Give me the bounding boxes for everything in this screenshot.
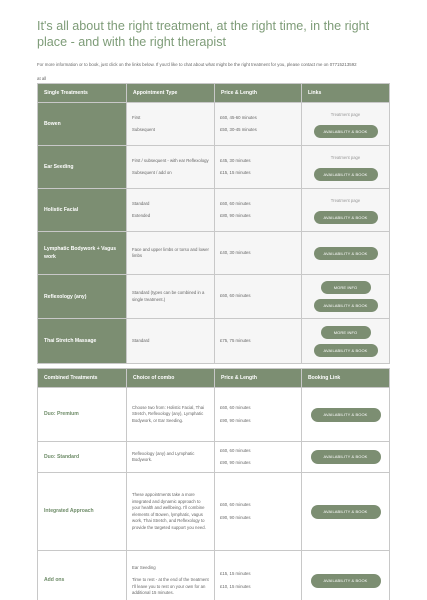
- price-length: £90, 90 minutes: [220, 460, 251, 465]
- treatment-name: Ear Seeding: [38, 146, 127, 189]
- col-header-links: Links: [302, 84, 390, 103]
- combo-description-cell: [127, 551, 215, 600]
- page-heading: It's all about the right treatment, at the right time, in the right place - and with the right therapist: [37, 19, 370, 49]
- combo-description: These appointments take a more integrated and dynamic approach to your health and wellbeing. I'll combine elements of Bowen, lymphatic, vagus work, Thai Stretch, and Reflexology to provide the targeted support you need.: [132, 492, 206, 530]
- table-row: [38, 319, 390, 364]
- combined-treatment-name: Duo: Standard: [38, 442, 127, 473]
- appointment-type: Standard (types can be combined in a single treatment.): [132, 290, 205, 302]
- combined-treatment-name: Duo: Premium: [38, 388, 127, 442]
- price-length: £60, 60 minutes: [220, 293, 251, 299]
- treatment-page-link[interactable]: Treatment page: [330, 155, 361, 161]
- table-row: [38, 551, 390, 600]
- price-cell: [215, 146, 302, 189]
- combined-treatment-name: Add ons: [38, 551, 127, 600]
- treatment-name: Thai Stretch Massage: [38, 319, 127, 364]
- price-cell: [215, 442, 302, 473]
- price-cell: [215, 189, 302, 232]
- price-length: £10, 15 minutes: [220, 583, 251, 589]
- appointment-type: First: [132, 114, 141, 120]
- appointment-type-cell: [127, 232, 215, 275]
- price-length: £40, 30 minutes: [220, 249, 251, 255]
- price-length: £90, 90 minutes: [220, 417, 251, 423]
- price-cell: [215, 103, 302, 146]
- price-cell: [215, 551, 302, 600]
- appointment-type-cell: [127, 319, 215, 364]
- booking-link-cell: [302, 442, 390, 473]
- price-length: £15, 15 minutes: [220, 571, 251, 576]
- availability-book-button[interactable]: AVAILABILITY & BOOK: [314, 211, 378, 224]
- price-length: £60, 45-60 minutes: [220, 114, 257, 120]
- table-row: [38, 189, 390, 232]
- more-info-button[interactable]: MORE INFO: [321, 326, 371, 339]
- combo-description: Ear Seeding: [132, 564, 156, 570]
- single-treatments-table: [37, 83, 390, 364]
- availability-book-button[interactable]: AVAILABILITY & BOOK: [311, 408, 381, 422]
- treatment-name: Bowen: [38, 103, 127, 146]
- appointment-type-cell: [127, 189, 215, 232]
- booking-link-cell: [302, 388, 390, 442]
- booking-link-cell: [302, 473, 390, 551]
- availability-book-button[interactable]: AVAILABILITY & BOOK: [314, 247, 378, 260]
- combo-description: Time to rest - at the end of the treatment I'll leave you to rest on your own for an additional 15 minutes.: [132, 577, 209, 595]
- appointment-type: Standard: [132, 337, 150, 343]
- col-header-single-treatments: Single Treatments: [38, 84, 127, 103]
- table-row: [38, 103, 390, 146]
- availability-book-button[interactable]: AVAILABILITY & BOOK: [314, 168, 378, 181]
- table-row: [38, 388, 390, 442]
- links-cell: [302, 232, 390, 275]
- availability-book-button[interactable]: AVAILABILITY & BOOK: [314, 125, 378, 138]
- links-cell: [302, 146, 390, 189]
- table-row: [38, 146, 390, 189]
- combined-treatments-table: [37, 368, 390, 600]
- intro-text: For more information or to book, just click on the links below. If you'd like to chat about what might be the right treatment for you, please contact me on 07715213592: [37, 62, 357, 67]
- availability-book-button[interactable]: AVAILABILITY & BOOK: [311, 505, 381, 519]
- links-cell: [302, 103, 390, 146]
- price-length: £80, 90 minutes: [220, 213, 251, 218]
- links-cell: [302, 189, 390, 232]
- col-header-price-length: Price & Length: [215, 369, 302, 388]
- appointment-type-cell: [127, 275, 215, 319]
- appointment-type-cell: [127, 103, 215, 146]
- price-length: £45, 30 minutes: [220, 157, 251, 163]
- price-cell: [215, 388, 302, 442]
- table-row: [38, 275, 390, 319]
- price-cell: [215, 275, 302, 319]
- booking-link-cell: [302, 551, 390, 600]
- appointment-type: First / subsequent - with ear Reflexology: [132, 157, 209, 163]
- price-length: £60, 60 minutes: [220, 200, 251, 206]
- combo-description: Choose two from: Holistic Facial, Thai Stretch, Reflexology (any), Lymphatic Bodywork, or Ear Seeding.: [132, 404, 205, 423]
- appointment-type: Extended: [132, 213, 151, 218]
- appointment-type-cell: [127, 146, 215, 189]
- availability-book-button[interactable]: AVAILABILITY & BOOK: [311, 574, 381, 588]
- price-cell: [215, 232, 302, 275]
- combo-description-cell: [127, 442, 215, 473]
- more-info-button[interactable]: MORE INFO: [321, 281, 371, 294]
- links-cell: [302, 319, 390, 364]
- appointment-type: Face and upper limbs or torso and lower limbs: [132, 246, 209, 258]
- treatment-page-link[interactable]: Treatment page: [330, 198, 361, 204]
- col-header-choice-of-combo: Choice of combo: [127, 369, 215, 388]
- availability-book-button[interactable]: AVAILABILITY & BOOK: [314, 299, 378, 312]
- treatment-name: Reflexology (any): [38, 275, 127, 319]
- price-length: £60, 60 minutes: [220, 405, 251, 410]
- price-cell: [215, 319, 302, 364]
- appointment-type: Subsequent / add on: [132, 170, 172, 175]
- price-length: £15, 15 minutes: [220, 170, 251, 175]
- col-header-price-length: Price & Length: [215, 84, 302, 103]
- col-header-combined-treatments: Combined Treatments: [38, 369, 127, 388]
- col-header-appointment-type: Appointment Type: [127, 84, 215, 103]
- treatment-name: Lymphatic Bodywork + Vagus work: [38, 232, 127, 275]
- combo-description-cell: [127, 388, 215, 442]
- col-header-booking-link: Booking Link: [302, 369, 390, 388]
- table-row: [38, 473, 390, 551]
- links-cell: [302, 275, 390, 319]
- treatment-name: Holistic Facial: [38, 189, 127, 232]
- availability-book-button[interactable]: AVAILABILITY & BOOK: [314, 344, 378, 357]
- combo-description: Reflexology (any) and Lymphatic Bodywork.: [132, 450, 195, 462]
- price-length: £75, 75 minutes: [220, 337, 251, 343]
- price-length: £60, 60 minutes: [220, 502, 251, 507]
- treatment-page-link[interactable]: Treatment page: [330, 112, 361, 118]
- appointment-type: Subsequent: [132, 127, 155, 132]
- price-length: £60, 60 minutes: [220, 447, 251, 453]
- stray-text: at all: [37, 76, 47, 81]
- table-row: [38, 232, 390, 275]
- combo-description-cell: [127, 473, 215, 551]
- price-length: £90, 90 minutes: [220, 514, 251, 520]
- price-cell: [215, 473, 302, 551]
- availability-book-button[interactable]: AVAILABILITY & BOOK: [311, 450, 381, 464]
- appointment-type: Standard: [132, 200, 150, 206]
- combined-treatment-name: Integrated Approach: [38, 473, 127, 551]
- price-length: £50, 30-45 minutes: [220, 127, 257, 132]
- table-row: [38, 442, 390, 473]
